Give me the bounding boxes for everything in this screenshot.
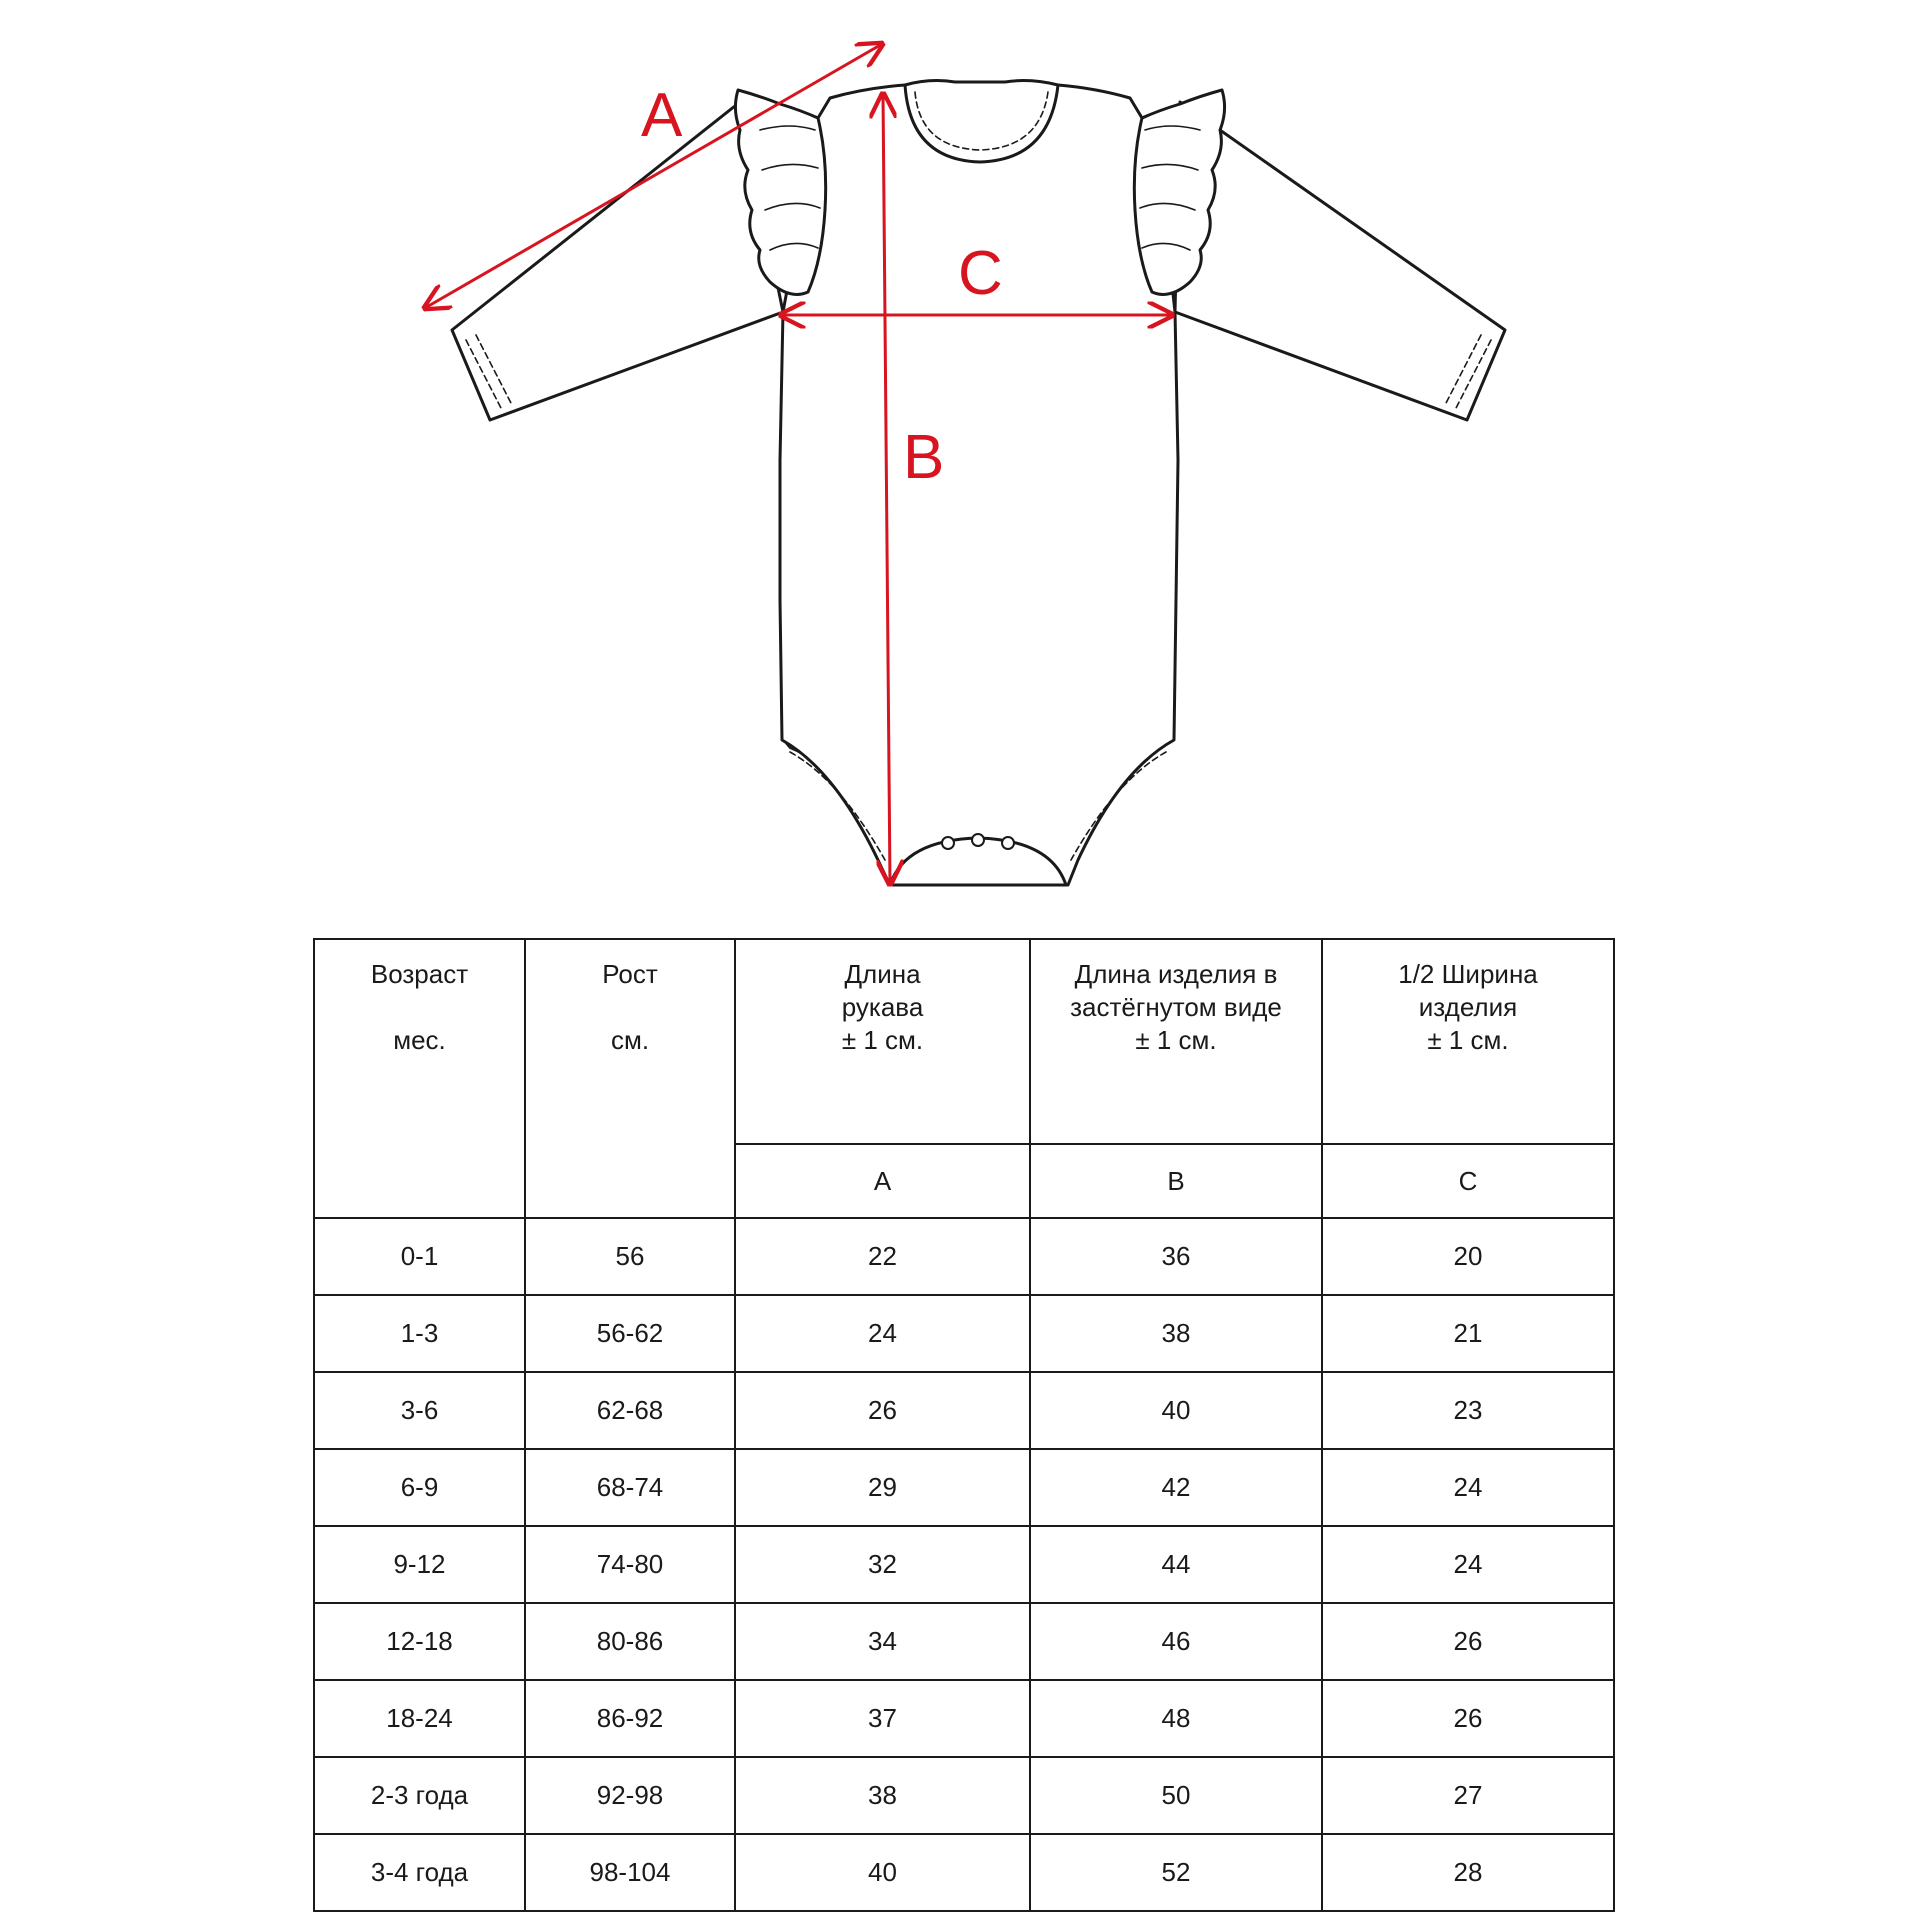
header-age	[314, 939, 525, 1218]
cell-age: 3-6	[314, 1372, 525, 1449]
cell-sleeve-length: 40	[735, 1834, 1030, 1911]
header-age-title: Возраст	[370, 959, 469, 989]
header-text: изделия	[1418, 992, 1518, 1022]
header-height-title: Рост	[602, 959, 658, 989]
cell-sleeve-length: 26	[735, 1372, 1030, 1449]
cell-height: 68-74	[525, 1449, 735, 1526]
measure-label-b: B	[903, 423, 945, 492]
cell-age: 18-24	[314, 1680, 525, 1757]
measure-label-c: C	[958, 239, 1003, 308]
right-sleeve	[1175, 102, 1505, 420]
measure-label-a: A	[641, 81, 683, 150]
snap-button	[1002, 837, 1014, 849]
cell-half-width: 26	[1322, 1680, 1614, 1757]
left-sleeve	[452, 102, 783, 420]
cell-sleeve-length: 29	[735, 1449, 1030, 1526]
header-age-unit: мес.	[393, 1025, 446, 1055]
header-tolerance: ± 1 см.	[841, 1025, 924, 1055]
cell-garment-length: 40	[1030, 1372, 1322, 1449]
cell-height: 98-104	[525, 1834, 735, 1911]
cell-sleeve-length: 37	[735, 1680, 1030, 1757]
header-height	[525, 939, 735, 1218]
snap-button	[942, 837, 954, 849]
cell-age: 0-1	[314, 1218, 525, 1295]
cell-age: 1-3	[314, 1295, 525, 1372]
header-height-unit: см.	[610, 1025, 650, 1055]
table-header-row	[314, 939, 1614, 1144]
body-outline	[780, 81, 1178, 885]
cell-garment-length: 44	[1030, 1526, 1322, 1603]
cell-half-width: 21	[1322, 1295, 1614, 1372]
letter-cell-b: B	[1030, 1144, 1322, 1218]
header-text: 1/2 Ширина	[1398, 959, 1538, 989]
cell-sleeve-length: 34	[735, 1603, 1030, 1680]
cell-age: 2-3 года	[314, 1757, 525, 1834]
cell-garment-length: 42	[1030, 1449, 1322, 1526]
letter-cell-a: A	[735, 1144, 1030, 1218]
header-tolerance: ± 1 см.	[1135, 1025, 1217, 1055]
cell-height: 80-86	[525, 1603, 735, 1680]
cell-height: 74-80	[525, 1526, 735, 1603]
cell-height: 92-98	[525, 1757, 735, 1834]
cell-half-width: 24	[1322, 1449, 1614, 1526]
header-text: застёгнутом виде	[1070, 992, 1282, 1022]
header-text: Длина изделия в	[1074, 959, 1278, 989]
cell-half-width: 24	[1322, 1526, 1614, 1603]
table-row	[314, 1526, 1614, 1603]
cell-height: 62-68	[525, 1372, 735, 1449]
header-text: рукава	[841, 992, 924, 1022]
table-row	[314, 1834, 1614, 1911]
table-body	[314, 1218, 1614, 1911]
size-chart	[313, 938, 1613, 1912]
cell-age: 9-12	[314, 1526, 525, 1603]
cell-garment-length: 50	[1030, 1757, 1322, 1834]
cell-garment-length: 48	[1030, 1680, 1322, 1757]
cell-age: 12-18	[314, 1603, 525, 1680]
table-row	[314, 1757, 1614, 1834]
table-row	[314, 1680, 1614, 1757]
bodysuit-sketch	[0, 0, 1920, 900]
cell-half-width: 20	[1322, 1218, 1614, 1295]
cell-sleeve-length: 38	[735, 1757, 1030, 1834]
cell-sleeve-length: 24	[735, 1295, 1030, 1372]
cell-half-width: 27	[1322, 1757, 1614, 1834]
cell-height: 56	[525, 1218, 735, 1295]
cell-age: 6-9	[314, 1449, 525, 1526]
cell-height: 56-62	[525, 1295, 735, 1372]
cell-garment-length: 38	[1030, 1295, 1322, 1372]
cell-sleeve-length: 32	[735, 1526, 1030, 1603]
cell-sleeve-length: 22	[735, 1218, 1030, 1295]
header-sleeve-length	[735, 939, 1030, 1144]
table-row	[314, 1449, 1614, 1526]
table-row	[314, 1218, 1614, 1295]
header-half-width	[1322, 939, 1614, 1144]
cell-age: 3-4 года	[314, 1834, 525, 1911]
cell-garment-length: 46	[1030, 1603, 1322, 1680]
table-row	[314, 1295, 1614, 1372]
header-text: Длина	[844, 959, 921, 989]
table-row	[314, 1372, 1614, 1449]
cell-half-width: 23	[1322, 1372, 1614, 1449]
table-row	[314, 1603, 1614, 1680]
snap-button	[972, 834, 984, 846]
cell-height: 86-92	[525, 1680, 735, 1757]
cell-half-width: 26	[1322, 1603, 1614, 1680]
cell-garment-length: 36	[1030, 1218, 1322, 1295]
cell-garment-length: 52	[1030, 1834, 1322, 1911]
header-tolerance: ± 1 см.	[1427, 1025, 1509, 1055]
letter-cell-c: C	[1322, 1144, 1614, 1218]
bodysuit-diagram	[0, 0, 1920, 900]
cell-half-width: 28	[1322, 1834, 1614, 1911]
header-garment-length	[1030, 939, 1322, 1144]
size-table	[313, 938, 1615, 1912]
